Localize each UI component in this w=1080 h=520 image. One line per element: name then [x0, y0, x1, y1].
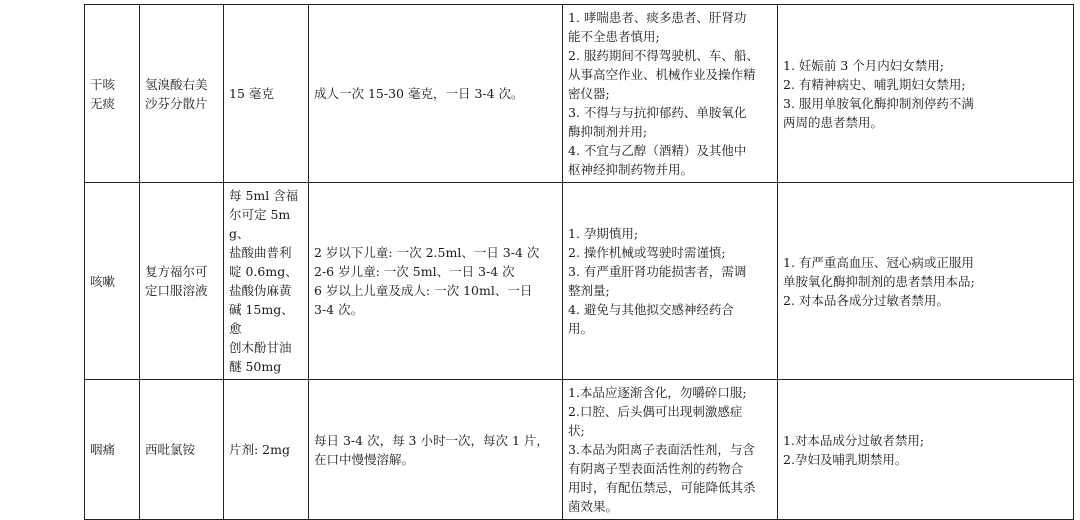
- drug-table: [84, 4, 1074, 520]
- contraindication-text: 1. 有严重高血压、冠心病或正服用: [783, 254, 974, 270]
- notes-text: 状;: [568, 423, 585, 438]
- symptom-text: 咽痛: [90, 442, 116, 457]
- notes-text: 2. 服药期间不得驾驶机、车、船、: [568, 48, 759, 63]
- spec-text: 盐酸伪麻黄: [229, 283, 292, 298]
- dosage-text: 2 岁以下儿童: 一次 2.5ml、一日 3-4 次: [314, 245, 540, 260]
- drug-name-text: 复方福尔可: [145, 264, 208, 279]
- contraindication-cell: [778, 183, 1074, 380]
- dosage-cell: [309, 380, 563, 520]
- notes-text: 1.本品应逐渐含化，勿嚼碎口服;: [568, 385, 747, 400]
- notes-text: 4. 避免与其他拟交感神经药合: [568, 302, 734, 317]
- notes-cell: [563, 183, 778, 380]
- spec-text: 盐酸曲普利: [229, 245, 292, 260]
- spec-cell: [224, 183, 309, 380]
- notes-text: 用。: [568, 321, 594, 336]
- spec-text: 15 毫克: [229, 86, 274, 101]
- table-row: [85, 380, 1074, 520]
- drug-name-text: 定口服溶液: [145, 283, 208, 298]
- notes-text: 枢神经抑制药物并用。: [568, 162, 694, 177]
- notes-text: 3.本品为阳离子表面活性剂，与含: [568, 442, 755, 457]
- contraindication-text: 单胺氧化酶抑制剂的患者禁用本品;: [783, 273, 975, 289]
- spec-text: 每 5ml 含福: [229, 188, 299, 203]
- contraindication-text: 2. 有精神病史、哺乳期妇女禁用;: [783, 76, 966, 92]
- spec-cell: [224, 5, 309, 183]
- notes-text: 从事高空作业、机械作业及操作精: [568, 67, 756, 82]
- notes-text: 整剂量;: [568, 283, 610, 298]
- dosage-cell: [309, 183, 563, 380]
- spec-text: 碱 15mg、愈: [229, 302, 294, 336]
- spec-text: 啶 0.6mg、: [229, 264, 298, 279]
- notes-text: 1. 孕期慎用;: [568, 226, 639, 241]
- dosage-text: 6 岁以上儿童及成人: 一次 10ml、一日: [314, 283, 533, 298]
- notes-text: 3. 不得与与抗抑郁药、单胺氧化: [568, 105, 747, 120]
- contraindication-text: 2. 对本品各成分过敏者禁用。: [783, 292, 949, 308]
- notes-text: 酶抑制剂并用;: [568, 124, 648, 139]
- symptom-cell: [85, 380, 140, 520]
- table-row: [85, 5, 1074, 183]
- drug-name-text: 沙芬分散片: [145, 95, 208, 111]
- dosage-text: 成人一次 15-30 毫克，一日 3-4 次。: [314, 86, 524, 101]
- contraindication-cell: [778, 5, 1074, 183]
- notes-text: 3. 有严重肝肾功能损害者，需调: [568, 264, 747, 279]
- spec-cell: [224, 380, 309, 520]
- notes-text: 能不全患者慎用;: [568, 29, 660, 44]
- notes-text: 用时，有配伍禁忌，可能降低其杀: [568, 480, 756, 495]
- notes-text: 密仪器;: [568, 86, 610, 101]
- notes-text: 2. 操作机械或驾驶时需谨慎;: [568, 245, 726, 260]
- dosage-text: 2-6 岁儿童: 一次 5ml、一日 3-4 次: [314, 264, 515, 279]
- notes-text: 2.口腔、后头偶可出现刺激感症: [568, 404, 743, 419]
- contraindication-text: 两周的患者禁用。: [783, 114, 884, 130]
- spec-text: 尔可定 5mg、: [229, 207, 291, 241]
- contraindication-text: 1. 妊娠前 3 个月内妇女禁用;: [783, 57, 945, 73]
- contraindication-text: 3. 服用单胺氧化酶抑制剂停药不满: [783, 95, 974, 111]
- symptom-cell: [85, 5, 140, 183]
- notes-cell: [563, 380, 778, 520]
- dosage-text: 3-4 次。: [314, 302, 364, 317]
- spec-text: 片剂: 2mg: [229, 442, 290, 457]
- contraindication-cell: [778, 380, 1074, 520]
- dosage-text: 每日 3-4 次，每 3 小时一次，每次 1 片，: [314, 432, 549, 448]
- notes-text: 菌效果。: [568, 499, 619, 514]
- symptom-text: 干咳: [90, 76, 116, 92]
- dosage-cell: [309, 5, 563, 183]
- contraindication-text: 2.孕妇及哺乳期禁用。: [783, 451, 908, 467]
- symptom-text: 无痰: [90, 95, 116, 111]
- drug-name-cell: [140, 5, 224, 183]
- notes-cell: [563, 5, 778, 183]
- notes-text: 有阴离子型表面活性剂的药物合: [568, 461, 744, 476]
- spec-text: 创木酚甘油: [229, 340, 292, 355]
- drug-name-text: 氢溴酸右美: [145, 76, 208, 92]
- drug-name-cell: [140, 183, 224, 380]
- contraindication-text: 1.对本品成分过敏者禁用;: [783, 432, 925, 448]
- symptom-text: 咳嗽: [90, 273, 116, 289]
- table-row: [85, 183, 1074, 380]
- symptom-cell: [85, 183, 140, 380]
- notes-text: 1. 哮喘患者、痰多患者、肝肾功: [568, 10, 747, 25]
- drug-name-cell: [140, 380, 224, 520]
- notes-text: 4. 不宜与乙醇（酒精）及其他中: [568, 143, 747, 158]
- spec-text: 醚 50mg: [229, 359, 282, 374]
- drug-name-text: 西吡氯铵: [145, 442, 196, 457]
- dosage-text: 在口中慢慢溶解。: [314, 451, 415, 467]
